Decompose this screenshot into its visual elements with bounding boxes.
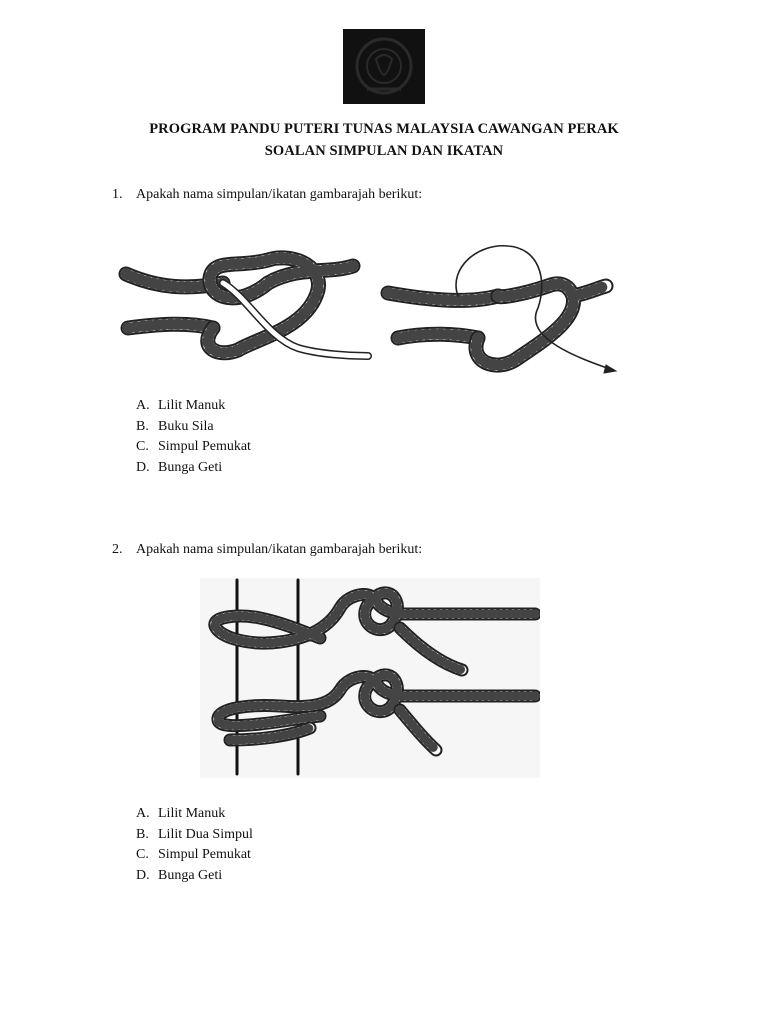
option-b[interactable]	[136, 827, 253, 848]
option-text: Lilit Dua Simpul	[158, 826, 253, 842]
option-letter: B.	[136, 826, 149, 842]
question-2-options	[136, 806, 253, 888]
option-c[interactable]	[136, 439, 251, 460]
question-text: Apakah nama simpulan/ikatan gambarajah berikut:	[136, 542, 423, 557]
option-letter: A.	[136, 806, 150, 821]
option-text: Simpul Pemukat	[158, 439, 251, 455]
option-a[interactable]	[136, 806, 253, 827]
option-text: Lilit Manuk	[158, 398, 226, 413]
question-text: Apakah nama simpulan/ikatan gambarajah berikut:	[136, 187, 423, 202]
option-letter: D.	[136, 867, 150, 883]
option-d[interactable]	[136, 460, 251, 481]
option-a[interactable]	[136, 398, 251, 419]
option-letter: A.	[136, 398, 150, 413]
question-number: 2.	[112, 542, 123, 557]
option-text: Buku Sila	[158, 418, 214, 434]
option-c[interactable]	[136, 847, 253, 868]
option-d[interactable]	[136, 868, 253, 889]
option-letter: D.	[136, 459, 150, 475]
girl-guides-emblem-icon	[343, 29, 425, 104]
question-number: 1.	[112, 187, 123, 202]
reef-knot-right	[388, 246, 613, 370]
question-1	[112, 187, 422, 203]
option-letter: B.	[136, 418, 149, 434]
option-text: Bunga Geti	[158, 867, 223, 883]
reef-knot-illustration	[118, 238, 628, 388]
option-letter: C.	[136, 847, 149, 863]
option-text: Simpul Pemukat	[158, 847, 251, 863]
question-2	[112, 542, 422, 558]
question-1-options	[136, 398, 251, 480]
option-b[interactable]	[136, 419, 251, 440]
page-title: PROGRAM PANDU PUTERI TUNAS MALAYSIA CAWANGAN PERAK	[149, 121, 619, 137]
option-text: Bunga Geti	[158, 459, 223, 475]
option-letter: C.	[136, 439, 149, 455]
round-turn-two-half-hitches-illustration	[200, 578, 540, 778]
reef-knot-left	[126, 258, 368, 356]
page-subtitle: SOALAN SIMPULAN DAN IKATAN	[264, 143, 504, 159]
option-text: Lilit Manuk	[158, 806, 226, 821]
